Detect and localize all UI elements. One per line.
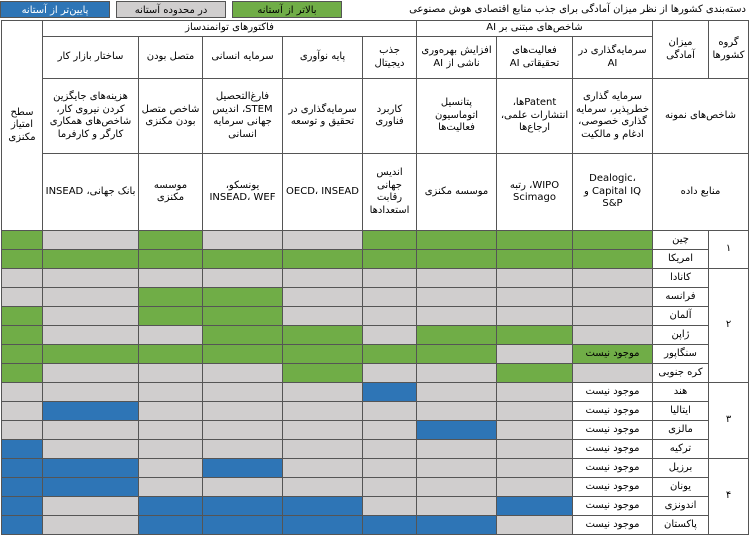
readiness-cell [573,307,653,326]
status-cell [43,307,139,326]
readiness-table [1,20,749,535]
readiness-cell: موجود نیست [573,459,653,478]
country-name: پاکستان [653,516,709,535]
table-row [2,497,749,516]
status-cell [497,402,573,421]
status-cell [497,459,573,478]
status-cell [417,231,497,250]
status-cell [363,478,417,497]
status-cell [139,459,203,478]
indicators-cell-3: کاربرد فناوری [363,79,417,154]
source-cell-7: بانک جهانی، INSEAD [43,154,139,231]
table-row [2,440,749,459]
status-cell [203,288,283,307]
status-cell [43,421,139,440]
status-cell [363,402,417,421]
country-name: سنگاپور [653,345,709,364]
country-name: فرانسه [653,288,709,307]
status-cell [139,231,203,250]
legend-below: پایین‌تر از آستانه [0,1,110,18]
status-cell [43,345,139,364]
readiness-cell: موجود نیست [573,383,653,402]
status-cell [203,478,283,497]
label-sample-indicators: شاخص‌های نمونه [653,79,749,154]
status-cell [139,250,203,269]
header-readiness: میزان آمادگی [653,21,709,79]
status-cell [363,364,417,383]
status-cell [283,383,363,402]
status-cell [417,478,497,497]
status-cell [283,459,363,478]
status-cell [417,269,497,288]
status-cell [2,269,43,288]
status-cell [497,288,573,307]
status-cell [2,326,43,345]
status-cell [43,402,139,421]
status-cell [2,459,43,478]
source-cell-1: WIPO، رتبه Scimago [497,154,573,231]
header-competitiveness: سطح امتیاز مکنزی [2,21,43,231]
indicators-cell-5: فارغ‌التحصیل STEM، اندیس جهانی سرمایه انسانی [203,79,283,154]
status-cell [417,307,497,326]
status-cell [283,231,363,250]
status-cell [2,497,43,516]
status-cell [417,383,497,402]
status-cell [417,459,497,478]
column-header-7: ساختار بازار کار [43,37,139,79]
group-label-3: ۴ [709,459,749,535]
country-name: امریکا [653,250,709,269]
status-cell [497,326,573,345]
table-row [2,288,749,307]
status-cell [363,288,417,307]
readiness-cell: موجود نیست [573,345,653,364]
table-row [2,383,749,402]
indicators-cell-0: سرمایه گذاری خطرپذیر، سرمایه گذاری خصوصی، ادغام و مالکیت [573,79,653,154]
table-row [2,459,749,478]
group-label-1: ۲ [709,269,749,383]
status-cell [43,383,139,402]
status-cell [203,269,283,288]
status-cell [203,440,283,459]
status-cell [363,269,417,288]
readiness-cell: موجود نیست [573,440,653,459]
status-cell [283,440,363,459]
status-cell [417,326,497,345]
country-name: ژاپن [653,326,709,345]
status-cell [363,459,417,478]
status-cell [203,345,283,364]
status-cell [2,440,43,459]
status-cell [203,326,283,345]
status-cell [363,383,417,402]
status-cell [139,516,203,535]
status-cell [283,326,363,345]
legend-above: بالاتر از آستانه [232,1,342,18]
indicators-cell-1: Patentها، انتشارات علمی، ارجاع‌ها [497,79,573,154]
status-cell [43,516,139,535]
column-header-4: پایه نوآوری [283,37,363,79]
status-cell [497,478,573,497]
readiness-cell [573,288,653,307]
status-cell [2,364,43,383]
country-name: آلمان [653,307,709,326]
country-name: کره جنوبی [653,364,709,383]
status-cell [43,459,139,478]
country-name: ترکیه [653,440,709,459]
page-title: دسته‌بندی کشورها از نظر میزان آمادگی برای جذب منابع اقتصادی هوش مصنوعی [409,4,746,15]
source-cell-2: موسسه مکنزی [417,154,497,231]
status-cell [417,250,497,269]
status-cell [139,269,203,288]
table-row [2,250,749,269]
status-cell [363,516,417,535]
status-cell [43,478,139,497]
status-cell [2,383,43,402]
status-cell [139,402,203,421]
header-ai-based: شاخص‌های مبتنی بر AI [417,21,653,37]
readiness-cell [573,231,653,250]
table-row [2,516,749,535]
column-header-2: افزایش بهره‌وری ناشی از AI [417,37,497,79]
status-cell [417,516,497,535]
status-cell [417,421,497,440]
status-cell [139,288,203,307]
status-cell [283,250,363,269]
country-name: برزیل [653,459,709,478]
status-cell [2,478,43,497]
status-cell [417,345,497,364]
status-cell [497,516,573,535]
status-cell [203,497,283,516]
status-cell [43,250,139,269]
country-name: اندونزی [653,497,709,516]
source-cell-5: یونسکو، INSEAD، WEF [203,154,283,231]
source-cell-0: Dealogic، Capital IQ و S&P [573,154,653,231]
status-cell [417,402,497,421]
legend-bar [0,0,750,20]
source-cell-3: اندیس جهانی رقابت استعدادها [363,154,417,231]
legend-within: در محدوده آستانه [116,1,226,18]
status-cell [139,307,203,326]
header-enablers: فاکتورهای توانمندساز [43,21,417,37]
readiness-cell: موجود نیست [573,421,653,440]
status-cell [497,440,573,459]
readiness-cell: موجود نیست [573,497,653,516]
status-cell [139,440,203,459]
status-cell [203,250,283,269]
status-cell [497,231,573,250]
status-cell [363,326,417,345]
status-cell [497,250,573,269]
column-header-6: متصل بودن [139,37,203,79]
status-cell [363,345,417,364]
status-cell [2,516,43,535]
status-cell [139,345,203,364]
status-cell [283,345,363,364]
readiness-cell: موجود نیست [573,402,653,421]
status-cell [363,250,417,269]
country-name: چین [653,231,709,250]
status-cell [283,269,363,288]
status-cell [203,459,283,478]
status-cell [139,364,203,383]
status-cell [363,440,417,459]
status-cell [203,383,283,402]
readiness-cell: موجود نیست [573,478,653,497]
status-cell [203,231,283,250]
column-header-3: جذب دیجیتال [363,37,417,79]
status-cell [139,326,203,345]
status-cell [139,478,203,497]
label-data-source: منابع داده [653,154,749,231]
country-name: هند [653,383,709,402]
status-cell [283,478,363,497]
status-cell [203,402,283,421]
status-cell [139,497,203,516]
country-name: مالزی [653,421,709,440]
column-header-0: سرمایه‌گذاری در AI [573,37,653,79]
group-label-0: ۱ [709,231,749,269]
status-cell [2,231,43,250]
readiness-cell [573,250,653,269]
country-name: کانادا [653,269,709,288]
source-cell-6: موسسه مکنزی [139,154,203,231]
status-cell [2,288,43,307]
status-cell [203,421,283,440]
table-row [2,307,749,326]
status-cell [283,364,363,383]
status-cell [283,497,363,516]
status-cell [497,421,573,440]
status-cell [497,497,573,516]
status-cell [2,402,43,421]
status-cell [2,421,43,440]
status-cell [363,421,417,440]
readiness-cell: موجود نیست [573,516,653,535]
column-header-5: سرمایه انسانی [203,37,283,79]
status-cell [497,269,573,288]
table-row [2,478,749,497]
status-cell [283,421,363,440]
status-cell [363,307,417,326]
status-cell [2,345,43,364]
status-cell [43,288,139,307]
status-cell [203,307,283,326]
column-header-1: فعالیت‌های تحقیقاتی AI [497,37,573,79]
header-group: گروه کشورها [709,21,749,79]
status-cell [203,364,283,383]
status-cell [2,250,43,269]
table-row [2,421,749,440]
table-row [2,269,749,288]
source-cell-4: OECD، INSEAD [283,154,363,231]
status-cell [139,383,203,402]
status-cell [363,231,417,250]
table-row [2,402,749,421]
status-cell [363,497,417,516]
country-name: یونان [653,478,709,497]
indicators-cell-7: هزینه‌های جایگزین کردن نیروی کار، شاخص‌های همکاری کارگر و کارفرما [43,79,139,154]
group-label-2: ۳ [709,383,749,459]
table-row [2,345,749,364]
status-cell [417,497,497,516]
status-cell [2,307,43,326]
table-row [2,231,749,250]
indicators-cell-4: سرمایه‌گذاری در تحقیق و توسعه [283,79,363,154]
status-cell [43,269,139,288]
status-cell [283,288,363,307]
country-name: ایتالیا [653,402,709,421]
table-row [2,326,749,345]
readiness-cell [573,326,653,345]
indicators-cell-2: پتانسیل اتوماسیون فعالیت‌ها [417,79,497,154]
status-cell [497,345,573,364]
status-cell [43,497,139,516]
status-cell [417,440,497,459]
status-cell [283,307,363,326]
indicators-cell-6: شاخص متصل بودن مکنزی [139,79,203,154]
status-cell [417,364,497,383]
status-cell [43,326,139,345]
status-cell [139,421,203,440]
status-cell [497,307,573,326]
status-cell [497,364,573,383]
status-cell [43,440,139,459]
table-row [2,364,749,383]
status-cell [283,516,363,535]
status-cell [43,231,139,250]
status-cell [43,364,139,383]
status-cell [283,402,363,421]
readiness-cell [573,364,653,383]
status-cell [203,516,283,535]
status-cell [417,288,497,307]
status-cell [497,383,573,402]
readiness-cell [573,269,653,288]
